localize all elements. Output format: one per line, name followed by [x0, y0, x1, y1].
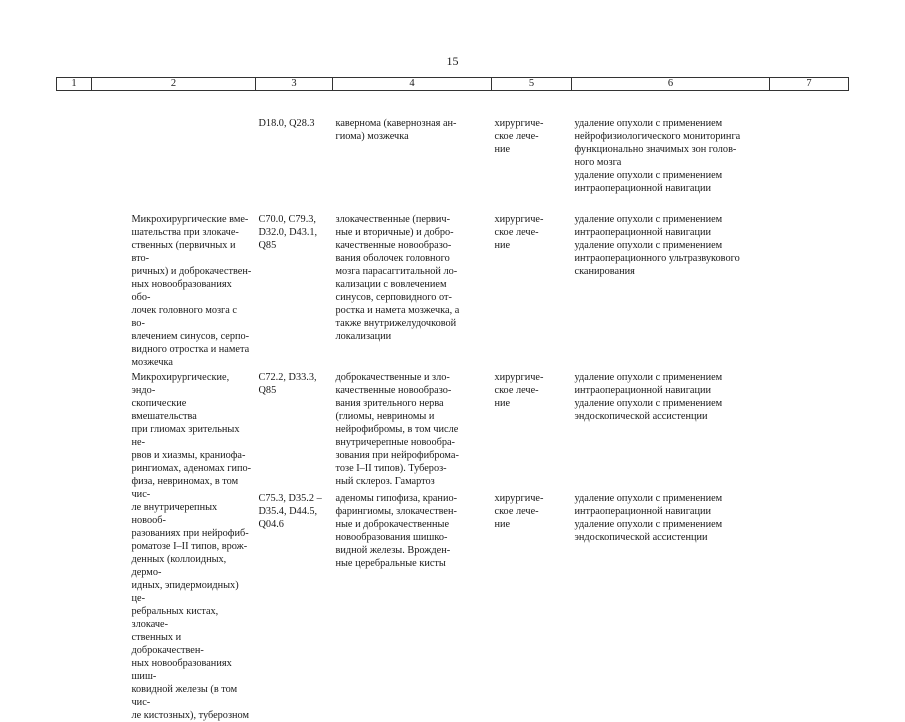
cell-treatment-method — [572, 211, 770, 369]
column-header-1: 1 — [57, 78, 92, 91]
cell-number — [57, 91, 92, 211]
cell-icd-codes — [256, 211, 333, 369]
cell-number — [57, 492, 92, 722]
column-header-2: 2 — [92, 78, 256, 91]
column-header-4: 4 — [333, 78, 492, 91]
treatment-method-text: удаление опухоли с применением интраоперационной навигации удаление опухоли с применением эндоскопической ассистенции — [574, 371, 723, 422]
disease-model-text: аденомы гипофиза, кранио- фарингиомы, злокачествен- ные и доброкачественные новообразования шишко- видной железы. Врожден- ные церебральные кисты — [335, 492, 458, 569]
cell-treatment-method — [572, 91, 770, 211]
treatment-type-text: хирургиче- ское лече- ние — [494, 492, 544, 530]
cell-standard — [770, 211, 849, 369]
cell-treatment-type — [492, 492, 572, 722]
icd-codes-text: C72.2, D33.3, Q85 — [258, 371, 317, 396]
cell-treatment-method — [572, 369, 770, 492]
cell-standard — [770, 91, 849, 211]
column-header-3: 3 — [256, 78, 333, 91]
cell-treatment-type — [492, 91, 572, 211]
cell-standard — [770, 492, 849, 722]
page-number: 15 — [446, 54, 459, 68]
treatment-method-text: удаление опухоли с применением нейрофизиологического мониторинга функционально значимых зон голов- ного мозга удаление опухоли с применением интраоперационной навигации — [574, 118, 741, 194]
cell-disease-model — [333, 492, 492, 722]
cell-icd-codes — [256, 492, 333, 722]
cell-number — [57, 211, 92, 369]
column-header-5: 5 — [492, 78, 572, 91]
intervention-type-text: Микрохирургические вме- шательства при злокаче- ственных (первичных и вто- ричных) и доброкачествен- ных новообразованиях обо- лочек головного мозга с во- влечением синусов, серпо- видного отростка и намета мозжечка — [131, 213, 252, 368]
treatment-method-text: удаление опухоли с применением интраоперационной навигации удаление опухоли с применением интраоперационного ультразвукового сканирования — [574, 213, 740, 277]
cell-disease-model — [333, 211, 492, 369]
cell-treatment-method — [572, 492, 770, 722]
intervention-type-text: Микрохирургические, эндо- скопические вмешательства при глиомах зрительных не- рвов и хиазмы, краниофа- рингиомах, аденомах гипо- физа, невриномах, в том чис- ле внутричерепных новооб- разованиях при нейрофиб- роматозе I–II типов, врож- денных (коллоидных, дермо- идных, эпидермоидных) це- ребральных кистах, злокаче- ственных и доброкачествен- ных новообразованиях шиш- ковидной железы (в том чис- ле кистозных), туберозном — [131, 371, 252, 721]
procedures-table — [56, 77, 849, 722]
cell-icd-codes — [256, 369, 333, 492]
table-row — [57, 211, 849, 369]
treatment-type-text: хирургиче- ское лече- ние — [494, 213, 544, 251]
column-header-6: 6 — [572, 78, 770, 91]
table-header — [57, 78, 849, 91]
disease-model-text: кавернома (кавернозная ан- гиома) мозжечка — [335, 118, 457, 142]
cell-intervention-type — [92, 369, 256, 722]
table-row — [57, 91, 849, 211]
treatment-type-text: хирургиче- ское лече- ние — [494, 118, 544, 155]
treatment-method-text: удаление опухоли с применением интраоперационной навигации удаление опухоли с применением эндоскопической ассистенции — [574, 492, 723, 543]
cell-disease-model — [333, 369, 492, 492]
table-row — [57, 369, 849, 492]
cell-intervention-type — [92, 211, 256, 369]
icd-codes-text: C70.0, C79.3, D32.0, D43.1, Q85 — [258, 213, 318, 251]
cell-treatment-type — [492, 211, 572, 369]
icd-codes-text: C75.3, D35.2 – D35.4, D44.5, Q04.6 — [258, 492, 322, 530]
cell-standard — [770, 369, 849, 492]
disease-model-text: злокачественные (первич- ные и вторичные) и добро- качественные новообразо- вания оболочек головного мозга парасаггитальной ло- кализации с вовлечением синусов, серповидного от- ростка и намета мозжечка, а также внутрижелудочковой локализации — [335, 213, 460, 342]
cell-treatment-type — [492, 369, 572, 492]
cell-disease-model — [333, 91, 492, 211]
cell-number — [57, 369, 92, 492]
header-row — [57, 78, 849, 91]
disease-model-text: доброкачественные и зло- качественные новообразо- вания зрительного нерва (глиомы, невриномы и нейрофибромы, в том числе внутричерепные новообра- зования при нейрофиброма- тозе I–II типов). Тубероз- ный склероз. Гамартоз — [335, 371, 459, 487]
icd-codes-text: D18.0, Q28.3 — [258, 118, 315, 129]
cell-intervention-type — [92, 91, 256, 211]
column-header-7: 7 — [770, 78, 849, 91]
treatment-type-text: хирургиче- ское лече- ние — [494, 371, 544, 409]
cell-icd-codes — [256, 91, 333, 211]
